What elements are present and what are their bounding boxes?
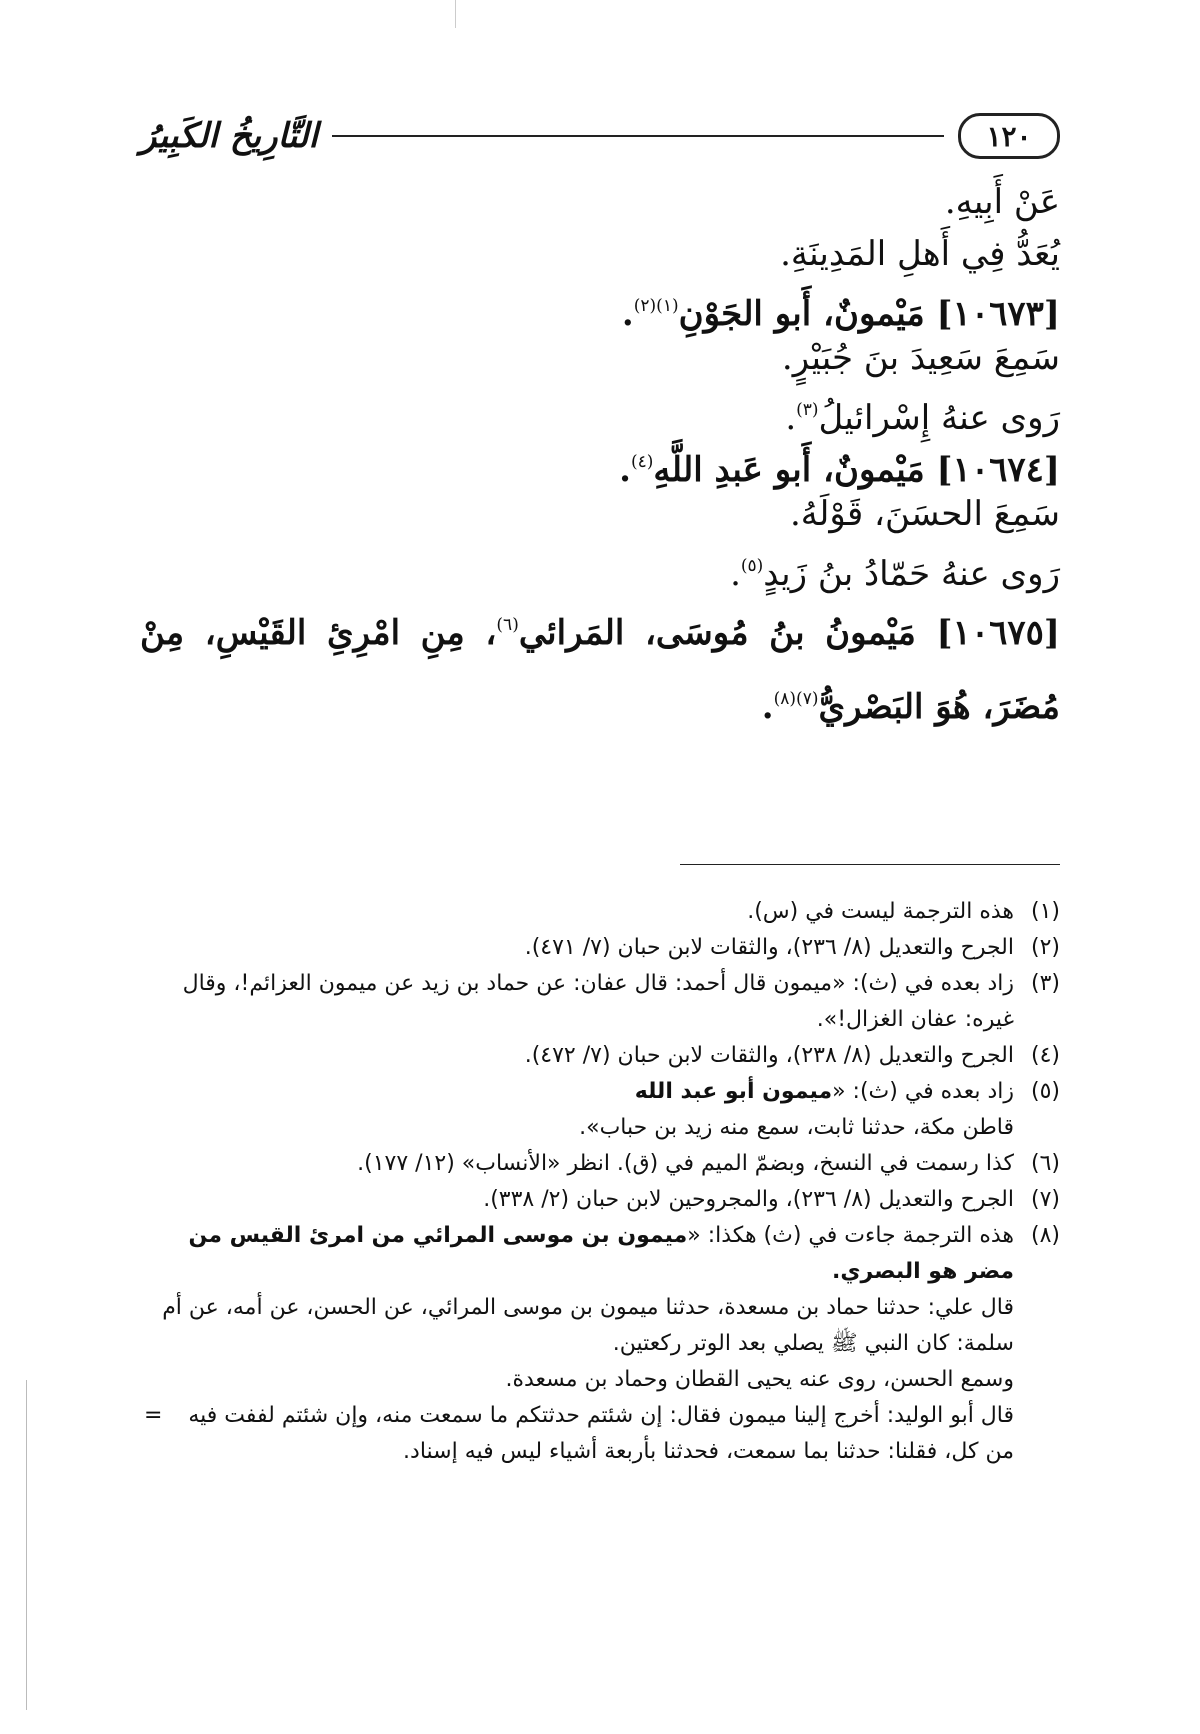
footnote-number: (١) — [1030, 899, 1060, 924]
footnote-item — [140, 1146, 1060, 1182]
continuation-paragraph: وسمع الحسن، روى عنه يحيى القطان وحماد بن مسعدة. — [505, 1367, 1014, 1392]
footnote-item — [140, 930, 1060, 966]
footnote-number: (٣) — [1030, 971, 1060, 996]
footnote-number: (٤) — [1030, 1043, 1060, 1068]
text-line: رَوى عنهُ حَمّادُ بنُ زَيدٍ$^{(٥)}$. — [730, 554, 1060, 594]
footnote-text: الجرح والتعديل (٨/ ٢٣٨)، والثقات لابن حبان (٧/ ٤٧٢). — [524, 1043, 1014, 1068]
footnote-item — [140, 1074, 1060, 1146]
entry-title-text: [١٠٦٧٣] مَيْمونٌ، أَبو الجَوْنِ — [678, 294, 1060, 334]
footnote-ref: (٧)(٨) — [773, 689, 819, 709]
continuation-paragraph: قال علي: حدثنا حماد بن مسعدة، حدثنا ميمون بن موسى المرائي، عن الحسن، عن أمه، عن أم سلمة: كان النبي ﷺ يصلي بعد الوتر ركعتين. — [162, 1295, 1014, 1356]
footnote-item — [140, 1182, 1060, 1218]
footnote-continuation — [140, 1290, 1060, 1470]
page-number-badge: ١٢٠ — [958, 113, 1060, 159]
footnote-number: (٦) — [1030, 1151, 1060, 1176]
footnote-ref: (٣) — [796, 400, 819, 420]
footnote-quoted-bold: ميمون بن موسى المرائي من امرئ القيس من مضر هو البصري. — [188, 1223, 1014, 1284]
footnote-text — [140, 1074, 1014, 1146]
text-line: عَنْ أَبِيهِ. — [944, 182, 1060, 222]
entry-10674-title: [١٠٦٧٤] مَيْمونٌ، أَبو عَبدِ اللَّهِ$^{(٤)}$. — [619, 450, 1060, 490]
footnote-separator — [680, 864, 1060, 865]
continuation-last-row — [140, 1398, 1014, 1470]
footnote-text: هذه الترجمة ليست في (س). — [747, 899, 1014, 924]
footnote-item — [140, 894, 1060, 930]
main-text — [140, 176, 1060, 740]
footnote-ref: (١)(٢) — [633, 296, 679, 316]
continuation-mark: = — [144, 1403, 163, 1428]
entry-10673-title: [١٠٦٧٣] مَيْمونٌ، أَبو الجَوْنِ$^{(١)(٢)}$. — [621, 294, 1060, 334]
footnote-item — [140, 1038, 1060, 1074]
footnote-text — [140, 1218, 1014, 1290]
entry-10675-title: [١٠٦٧٥] مَيْمونُ بنُ مُوسَى، المَرائي$^{(٦)}$، مِنِ امْرِئِ القَيْسِ، مِنْ مُضَرَ، هُوَ البَصْريُّ$^{(٧)(٨)}$. — [140, 613, 1060, 727]
footnote-number: (٧) — [1030, 1187, 1060, 1212]
footnote-text-part: زاد بعده في (ث): « — [832, 1079, 1014, 1104]
narration-text: رَوى عنهُ حَمّادُ بنُ زَيدٍ — [763, 554, 1060, 594]
footnote-text: الجرح والتعديل (٨/ ٢٣٦)، والمجروحين لابن حبان (٢/ ٣٣٨). — [483, 1187, 1014, 1212]
header-rule — [332, 135, 944, 137]
entry-title-text: [١٠٦٧٥] مَيْمونُ بنُ مُوسَى، المَرائي — [518, 613, 1060, 653]
footnote-number: (٥) — [1030, 1079, 1060, 1104]
text-line: يُعَدُّ فِي أَهلِ المَدِينَةِ. — [780, 234, 1060, 274]
footnote-ref: (٥) — [740, 556, 764, 576]
page-header — [140, 110, 1060, 162]
footnote-number: (٢) — [1030, 935, 1060, 960]
continuation-paragraph: قال أبو الوليد: أخرج إلينا ميمون فقال: إن شئتم حدثتكم ما سمعت منه، وإن شئتم لففت فيه من كل، فقلنا: حدثنا بما سمعت، فحدثنا بأربعة أشياء ليس فيه إسناد. — [188, 1403, 1014, 1464]
text-line: سَمِعَ سَعِيدَ بنَ جُبَيْرٍ. — [781, 338, 1060, 378]
book-title: التَّارِيخُ الكَبِيرُ — [140, 116, 318, 156]
scan-edge-line — [26, 1380, 27, 1710]
footnote-ref: (٤) — [630, 452, 654, 472]
footnote-ref: (٦) — [496, 615, 519, 635]
footnote-text: زاد بعده في (ث): «ميمون قال أحمد: قال عفان: عن حماد بن زيد عن ميمون العزائم!، وقال غيره: عفان الغزال!». — [182, 971, 1014, 1032]
footnotes — [140, 894, 1060, 1470]
narration-text: رَوى عنهُ إِسْرائيلُ — [818, 398, 1060, 438]
footnote-text: الجرح والتعديل (٨/ ٢٣٦)، والثقات لابن حبان (٧/ ٤٧١). — [524, 935, 1014, 960]
text-line: سَمِعَ الحسَنَ، قَوْلَهُ. — [789, 494, 1060, 534]
footnote-text-part: قاطن مكة، حدثنا ثابت، سمع منه زيد بن حباب». — [579, 1115, 1014, 1140]
scan-edge-mark — [455, 0, 456, 28]
entry-title-text: [١٠٦٧٤] مَيْمونٌ، أَبو عَبدِ اللَّهِ — [653, 450, 1060, 490]
footnote-quoted-bold: ميمون أبو عبد الله — [634, 1079, 833, 1104]
entry-title-text: ، مِنِ امْرِئِ القَيْسِ، مِنْ مُضَرَ، هُوَ البَصْريُّ — [140, 613, 1060, 727]
text-line: رَوى عنهُ إِسْرائيلُ$^{(٣)}$. — [785, 398, 1060, 438]
footnote-text: كذا رسمت في النسخ، وبضمّ الميم في (ق). انظر «الأنساب» (١٢/ ١٧٧). — [357, 1151, 1014, 1176]
footnote-item — [140, 1218, 1060, 1290]
book-page — [140, 110, 1060, 1710]
footnote-item — [140, 966, 1060, 1038]
footnote-number: (٨) — [1030, 1223, 1060, 1248]
footnote-text-part: هذه الترجمة جاءت في (ث) هكذا: « — [687, 1223, 1014, 1248]
